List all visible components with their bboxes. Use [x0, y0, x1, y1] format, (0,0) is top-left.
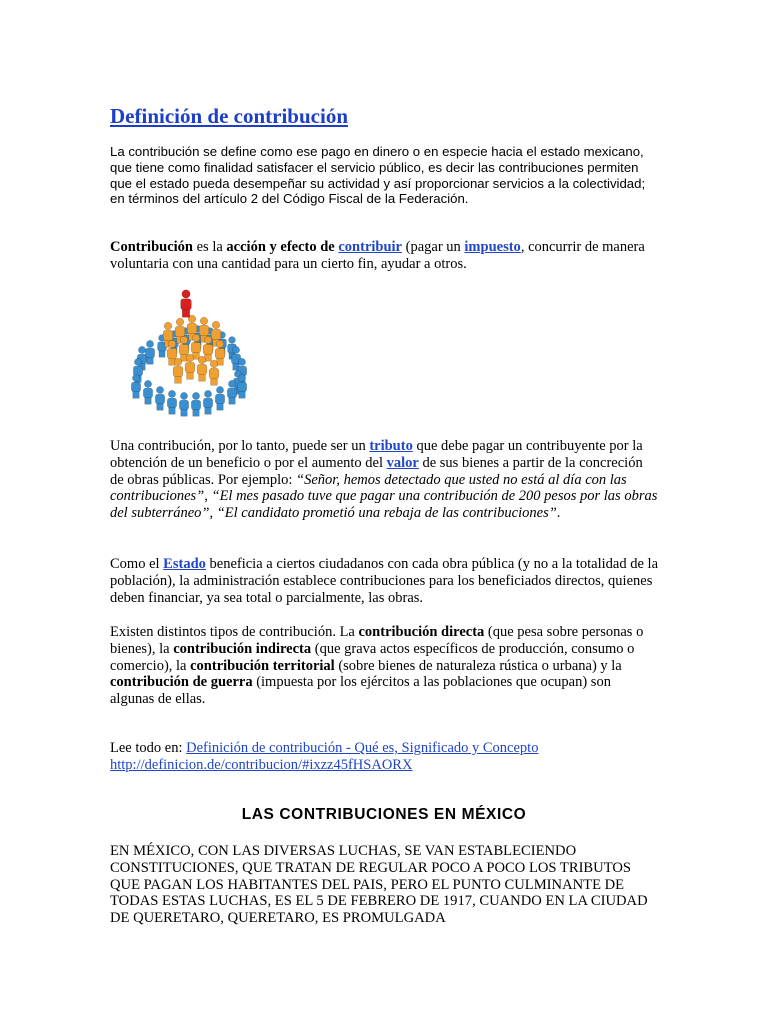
impuesto-link[interactable]: impuesto	[464, 239, 521, 255]
people-pyramid-icon	[128, 288, 248, 424]
person-figure	[215, 386, 224, 410]
source-url-link[interactable]: http://definicion.de/contribucion/#ixzz45fHSAORX	[110, 756, 413, 773]
person-figure	[203, 390, 212, 414]
person-figure	[179, 392, 188, 416]
person-figure	[155, 386, 164, 410]
text: .	[556, 505, 561, 522]
person-figure	[131, 374, 140, 398]
title-link[interactable]: Definición de contribución	[110, 104, 349, 128]
text: beneficia a ciertos ciudadanos con cada obra pública (y no a la totalidad de la población), la administración establece contribuciones para los beneficiados directos, quienes deben financiar, ya sea total o parcialmente, las obras.	[110, 556, 659, 606]
bold-term: contribución directa	[358, 624, 485, 640]
bold-term: contribución indirecta	[173, 640, 312, 657]
estado-paragraph	[110, 556, 658, 606]
section-heading: LAS CONTRIBUCIONES EN MÉXICO	[241, 806, 527, 823]
example-quote: “Señor, hemos detectado que usted no está al día con las contribuciones”	[110, 471, 627, 505]
person-figure	[181, 290, 192, 317]
bold-term: contribución de guerra	[110, 674, 253, 691]
text: de sus bienes a partir de la concreción de obras públicas. Por ejemplo:	[110, 454, 643, 488]
bold-term: acción y efecto de	[226, 239, 339, 255]
source-label: Lee todo en:	[110, 740, 187, 756]
tributo-link[interactable]: tributo	[369, 438, 413, 454]
bold-term: contribución territorial	[190, 657, 335, 674]
contribuir-link[interactable]: contribuir	[338, 239, 402, 255]
person-figure	[209, 360, 219, 385]
person-figure	[185, 354, 195, 379]
definition-paragraph: La contribución se define como ese pago en dinero o en especie hacia el estado mexicano, que tiene como finalidad satisfacer el servicio público, es decir las contribuciones permiten que el estado pueda desempeñar su actividad y así proporcionar servicios a la colectividad; en términos del artículo 2 del Código Fiscal de la Federación.	[110, 144, 646, 207]
example-quote: “El candidato prometió una rebaja de las contribuciones”	[216, 505, 557, 522]
contribution-paragraph	[110, 239, 658, 273]
page-title	[110, 103, 658, 129]
person-figure	[227, 380, 236, 404]
types-paragraph	[110, 624, 658, 708]
text: (pagar un	[402, 239, 465, 255]
text: (impuesta por los ejércitos a las poblaciones que ocupan) son algunas de ellas.	[110, 674, 611, 708]
valor-link[interactable]: valor	[386, 454, 419, 471]
person-figure	[145, 340, 154, 364]
mexico-paragraph: EN MÉXICO, CON LAS DIVERSAS LUCHAS, SE VAN ESTABLECIENDO CONSTITUCIONES, QUE TRATAN DE REGULAR POCO A POCO LOS TRIBUTOS QUE PAGAN LOS HABITANTES DEL PAIS, PERO EL PUNTO CULMINANTE DE TODAS ESTAS LUCHAS, ES EL 5 DE FEBRERO DE 1917, CUANDO EN LA CIUDAD DE QUERETARO, QUERETARO, ES PROMULGADA	[110, 843, 648, 927]
bold-term: Contribución	[110, 239, 193, 255]
text: , concurrir de manera voluntaria con una cantidad para un cierto fin, ayudar a otros.	[110, 239, 645, 272]
text: (sobre bienes de naturaleza rústica o urbana) y la	[334, 657, 622, 674]
source-title-link[interactable]: Definición de contribución - Qué es, Significado y Concepto	[186, 740, 539, 756]
text: ,	[209, 505, 217, 522]
person-figure	[167, 390, 176, 414]
person-figure	[191, 392, 200, 416]
text: (que grava actos específicos de producción, consumo o comercio), la	[110, 640, 635, 674]
text: que debe pagar un contribuyente por la obtención de un beneficio o por el aumento del	[110, 438, 643, 471]
person-figure	[173, 358, 183, 383]
source-paragraph	[110, 740, 658, 774]
estado-link[interactable]: Estado	[163, 556, 206, 572]
text: es la	[193, 239, 227, 255]
text: (que pesa sobre personas o bienes), la	[110, 624, 644, 657]
person-figure	[237, 374, 246, 398]
text: ,	[204, 488, 212, 505]
text: Una contribución, por lo tanto, puede ser un	[110, 438, 370, 454]
text: Como el	[110, 556, 164, 572]
tributo-paragraph	[110, 438, 658, 522]
person-figure	[197, 356, 207, 381]
text: Existen distintos tipos de contribución. La	[110, 624, 359, 640]
person-figure	[143, 380, 152, 404]
example-quote: “El mes pasado tuve que pagar una contribución de 200 pesos por las obras del subterráneo”	[110, 488, 658, 522]
